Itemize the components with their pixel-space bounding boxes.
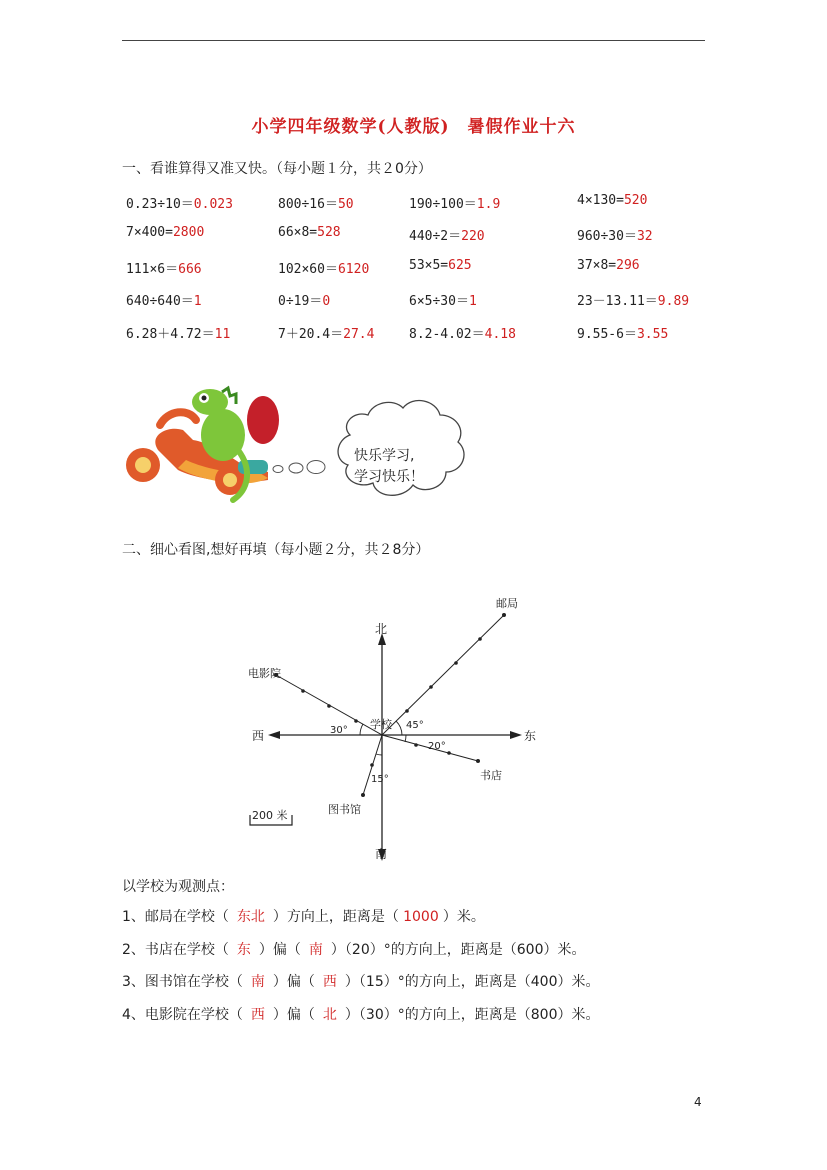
lizard-pupil — [202, 396, 207, 401]
calc-question: 6×5÷30＝1 — [409, 294, 477, 309]
angle-post-label: 45° — [406, 720, 424, 731]
calc-answer: 50 — [337, 197, 354, 212]
bookstore-label: 书店 — [480, 769, 502, 782]
angle-book-label: 20° — [428, 741, 446, 752]
calc-question: 0.23÷10＝0.023 — [126, 197, 233, 212]
calc-question: 4×130=520 — [577, 193, 648, 208]
bookstore-point — [476, 759, 480, 763]
calc-answer: 0 — [322, 294, 331, 309]
east-arrow-icon — [510, 731, 522, 739]
direction-diagram — [230, 585, 560, 870]
rear-wheel-hub — [223, 473, 237, 487]
calc-answer: 1.9 — [476, 197, 501, 212]
west-arrow-icon — [268, 731, 280, 739]
calc-question: 111×6＝666 — [126, 262, 202, 277]
calc-answer: 296 — [616, 258, 640, 273]
tick-mark — [478, 637, 482, 641]
answer-blank: 1000 — [403, 909, 439, 925]
observe-label: 以学校为观测点： — [122, 879, 234, 895]
post-office-label: 邮局 — [496, 597, 518, 610]
thought-dot-large — [307, 461, 325, 474]
answer-blank: 北 — [322, 1007, 337, 1023]
answer-blank: 南 — [250, 974, 265, 990]
calc-question: 7＋20.4＝27.4 — [278, 327, 375, 342]
question-item-2: 2、书店在学校（ 东 ）偏（ 南 ）（20）°的方向上，距离是（600）米。 — [122, 939, 585, 959]
calc-answer: 9.89 — [657, 294, 690, 309]
cartoon-lizard-scooter — [118, 380, 478, 530]
angle-cinema-label: 30° — [330, 725, 348, 736]
answer-blank: 西 — [250, 1007, 265, 1023]
answer-blank: 20 — [351, 942, 370, 958]
library-label: 图书馆 — [328, 803, 361, 816]
calc-answer: 220 — [461, 229, 485, 244]
page-number: 4 — [694, 1095, 702, 1109]
calc-answer: 2800 — [172, 225, 205, 240]
answer-blank: 东 — [236, 942, 251, 958]
angle-arc-library — [376, 754, 382, 755]
tick-mark — [327, 704, 331, 708]
tick-mark — [454, 661, 458, 665]
tick-mark — [301, 689, 305, 693]
school-label: 学校 — [370, 718, 392, 731]
tick-mark — [429, 685, 433, 689]
calc-answer: 27.4 — [343, 327, 375, 342]
tick-mark — [405, 709, 409, 713]
calc-answer: 4.18 — [484, 327, 516, 342]
calc-question: 6.28＋4.72＝11 — [126, 327, 231, 342]
answer-blank: 南 — [308, 942, 323, 958]
calc-answer: 3.55 — [636, 327, 669, 342]
calc-question: 190÷100＝1.9 — [409, 197, 501, 212]
calc-question: 640÷640＝1 — [126, 294, 202, 309]
question-item-1: 1、邮局在学校（ 东北 ）方向上，距离是（ 1000 ）米。 — [122, 906, 485, 926]
header-rule — [122, 40, 705, 41]
calc-question: 37×8=296 — [577, 258, 640, 273]
calc-question: 0÷19＝0 — [278, 294, 331, 309]
north-label: 北 — [375, 622, 388, 636]
calc-answer: 11 — [214, 327, 231, 342]
thought-dot-medium — [289, 463, 303, 473]
question-item-4: 4、电影院在学校（ 西 ）偏（ 北 ）（30）°的方向上，距离是（800）米。 — [122, 1004, 599, 1024]
library-point — [361, 793, 365, 797]
page-title: 小学四年级数学(人教版) 暑假作业十六 — [251, 117, 576, 137]
calc-answer: 528 — [317, 225, 341, 240]
calc-answer: 6120 — [337, 262, 370, 277]
answer-blank: 400 — [530, 974, 558, 990]
thought-dot-small — [273, 466, 283, 473]
calc-question: 9.55-6＝3.55 — [577, 327, 669, 342]
bubble-line1: 快乐学习, — [354, 448, 415, 464]
handlebar — [160, 412, 196, 425]
calc-question: 440÷2＝220 — [409, 229, 485, 244]
line-post-office — [382, 615, 504, 735]
calc-question: 8.2-4.02＝4.18 — [409, 327, 516, 342]
tick-mark — [370, 763, 374, 767]
calc-question: 7×400=2800 — [126, 225, 205, 240]
answer-blank: 东北 — [236, 909, 265, 925]
answer-blank: 800 — [530, 1007, 558, 1023]
scale-label: 200 米 — [252, 809, 288, 822]
question-item-3: 3、图书馆在学校（ 南 ）偏（ 西 ）（15）°的方向上，距离是（400）米。 — [122, 971, 599, 991]
bubble-line2: 学习快乐！ — [354, 469, 424, 485]
west-label: 西 — [252, 729, 265, 743]
calc-answer: 32 — [636, 229, 653, 244]
calc-question: 102×60＝6120 — [278, 262, 370, 277]
answer-blank: 600 — [516, 942, 544, 958]
section1-heading: 一、看谁算得又准又快。（每小题１分，共２0分） — [122, 161, 432, 177]
calc-question: 23－13.11＝9.89 — [577, 294, 690, 309]
section2-heading: 二、细心看图,想好再填（每小题２分，共２8分） — [122, 542, 430, 558]
calc-question: 53×5=625 — [409, 258, 472, 273]
calc-answer: 0.023 — [193, 197, 233, 212]
calc-answer: 666 — [178, 262, 202, 277]
calc-question: 800÷16＝50 — [278, 197, 354, 212]
calc-answer: 520 — [623, 193, 648, 208]
tick-mark — [354, 719, 358, 723]
east-label: 东 — [524, 729, 537, 743]
angle-library-label: 15° — [371, 774, 389, 785]
south-label: 南 — [375, 847, 388, 861]
calc-answer: 1 — [468, 294, 477, 309]
tick-mark — [447, 751, 451, 755]
angle-arc-post — [396, 721, 402, 735]
calc-question: 960÷30＝32 — [577, 229, 653, 244]
answer-blank: 15 — [365, 974, 384, 990]
calc-answer: 625 — [448, 258, 472, 273]
calc-answer: 1 — [193, 294, 202, 309]
answer-blank: 西 — [322, 974, 337, 990]
calc-question: 66×8=528 — [278, 225, 341, 240]
cinema-label: 电影院 — [248, 667, 281, 680]
backpack-shape — [247, 396, 279, 444]
tick-mark — [414, 743, 418, 747]
front-wheel-hub — [135, 457, 151, 473]
post-office-point — [502, 613, 506, 617]
answer-blank: 30 — [365, 1007, 384, 1023]
angle-arc-cinema — [360, 724, 363, 735]
